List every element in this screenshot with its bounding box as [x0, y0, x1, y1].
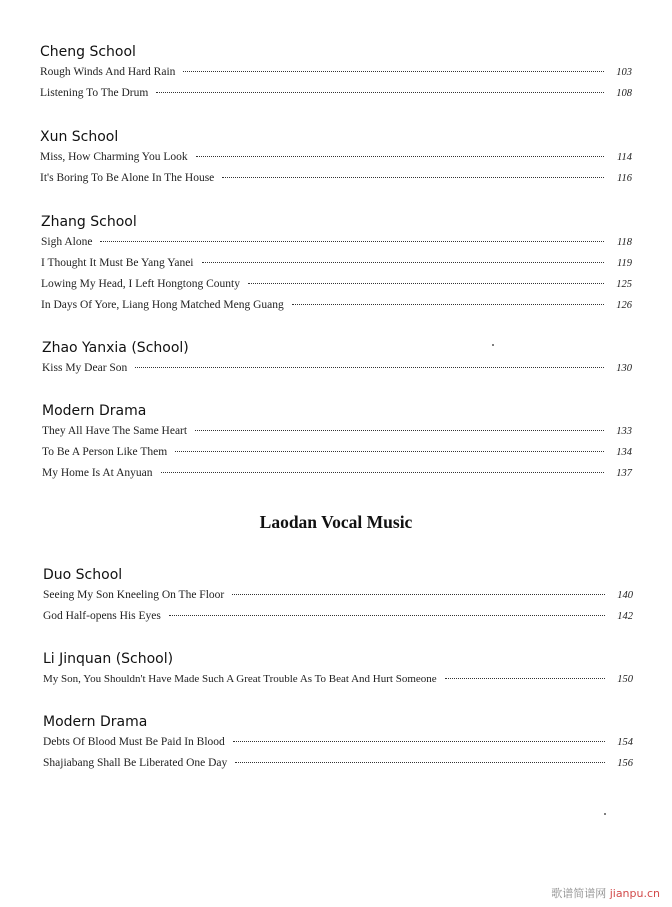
entry-page: 142: [617, 611, 633, 622]
entry-title: Listening To The Drum: [40, 87, 149, 99]
entry-page: 103: [616, 67, 632, 78]
dot-leader: [156, 92, 604, 93]
scan-speck: [604, 813, 606, 815]
entry-page: 156: [617, 758, 633, 769]
entry-page: 130: [616, 363, 632, 374]
toc-entry: [40, 147, 632, 168]
toc-section: [40, 127, 632, 189]
toc-section: [42, 401, 632, 484]
entry-title: Lowing My Head, I Left Hongtong County: [41, 278, 240, 290]
toc-entry: [43, 732, 633, 753]
toc-entry: [42, 358, 632, 379]
entry-page: 150: [617, 674, 633, 685]
dot-leader: [233, 741, 605, 742]
toc-entry: [40, 83, 632, 104]
entry-title: They All Have The Same Heart: [42, 425, 188, 437]
toc-entry: [42, 463, 632, 484]
toc-entry: [43, 606, 633, 627]
entry-title: Miss, How Charming You Look: [40, 151, 188, 163]
toc-entry: [41, 232, 632, 253]
entry-page: 134: [616, 447, 632, 458]
section-title: Modern Drama: [42, 403, 147, 419]
toc-section: [41, 212, 632, 316]
watermark: [551, 885, 660, 901]
entry-title: God Half-opens His Eyes: [43, 610, 161, 622]
dot-leader: [135, 367, 604, 368]
dot-leader: [196, 156, 604, 157]
dot-leader: [161, 472, 604, 473]
toc-entry: [43, 585, 633, 606]
toc-section: [42, 338, 632, 379]
entry-title: Rough Winds And Hard Rain: [40, 66, 176, 78]
entry-title: In Days Of Yore, Liang Hong Matched Meng Guang: [41, 299, 284, 311]
toc-section: [43, 649, 633, 690]
entry-page: 133: [616, 426, 632, 437]
toc-entry: [42, 442, 632, 463]
entry-page: 108: [616, 88, 632, 99]
section-title: Li Jinquan (School): [43, 651, 174, 667]
entry-page: 154: [617, 737, 633, 748]
dot-leader: [100, 241, 604, 242]
toc-entry: [42, 421, 632, 442]
dot-leader: [292, 304, 604, 305]
section-title: Zhang School: [41, 214, 137, 230]
entry-page: 126: [616, 300, 632, 311]
entry-title: Debts Of Blood Must Be Paid In Blood: [43, 736, 225, 748]
entry-title: Seeing My Son Kneeling On The Floor: [43, 589, 225, 601]
part-title: Laodan Vocal Music: [259, 512, 413, 532]
entry-title: Shajiabang Shall Be Liberated One Day: [43, 757, 228, 769]
dot-leader: [248, 283, 604, 284]
entry-page: 140: [617, 590, 633, 601]
toc-entry: [41, 274, 632, 295]
dot-leader: [202, 262, 605, 263]
entry-title: My Son, You Shouldn't Have Made Such A Great Trouble As To Beat And Hurt Someone: [43, 673, 437, 685]
toc-entry: [43, 669, 633, 690]
entry-title: Sigh Alone: [41, 236, 93, 248]
toc-entry: [40, 168, 632, 189]
dot-leader: [445, 678, 605, 679]
section-title: Modern Drama: [43, 714, 148, 730]
watermark-text: 歌谱简谱网: [551, 887, 607, 900]
dot-leader: [195, 430, 604, 431]
entry-title: I Thought It Must Be Yang Yanei: [41, 257, 194, 269]
entry-page: 125: [616, 279, 632, 290]
entry-title: To Be A Person Like Them: [42, 446, 168, 458]
toc-section: [43, 712, 633, 774]
dot-leader: [222, 177, 604, 178]
toc-section: [43, 565, 633, 627]
watermark-site: jianpu.cn: [609, 887, 660, 900]
entry-page: 119: [617, 258, 632, 269]
entry-page: 137: [616, 468, 632, 479]
dot-leader: [232, 594, 605, 595]
dot-leader: [235, 762, 605, 763]
entry-page: 118: [617, 237, 632, 248]
entry-page: 116: [617, 173, 632, 184]
entry-title: It's Boring To Be Alone In The House: [40, 172, 215, 184]
toc-entry: [40, 62, 632, 83]
toc-entry: [43, 753, 633, 774]
scan-speck: [492, 344, 494, 346]
section-title: Duo School: [43, 567, 123, 583]
toc-entry: [41, 295, 632, 316]
dot-leader: [169, 615, 605, 616]
entry-title: My Home Is At Anyuan: [42, 467, 153, 479]
toc-entry: [41, 253, 632, 274]
dot-leader: [175, 451, 604, 452]
dot-leader: [183, 71, 604, 72]
entry-title: Kiss My Dear Son: [42, 362, 128, 374]
entry-page: 114: [617, 152, 632, 163]
section-title: Zhao Yanxia (School): [42, 340, 189, 356]
toc-section: [40, 42, 632, 104]
section-title: Xun School: [40, 129, 119, 145]
section-title: Cheng School: [40, 44, 136, 60]
